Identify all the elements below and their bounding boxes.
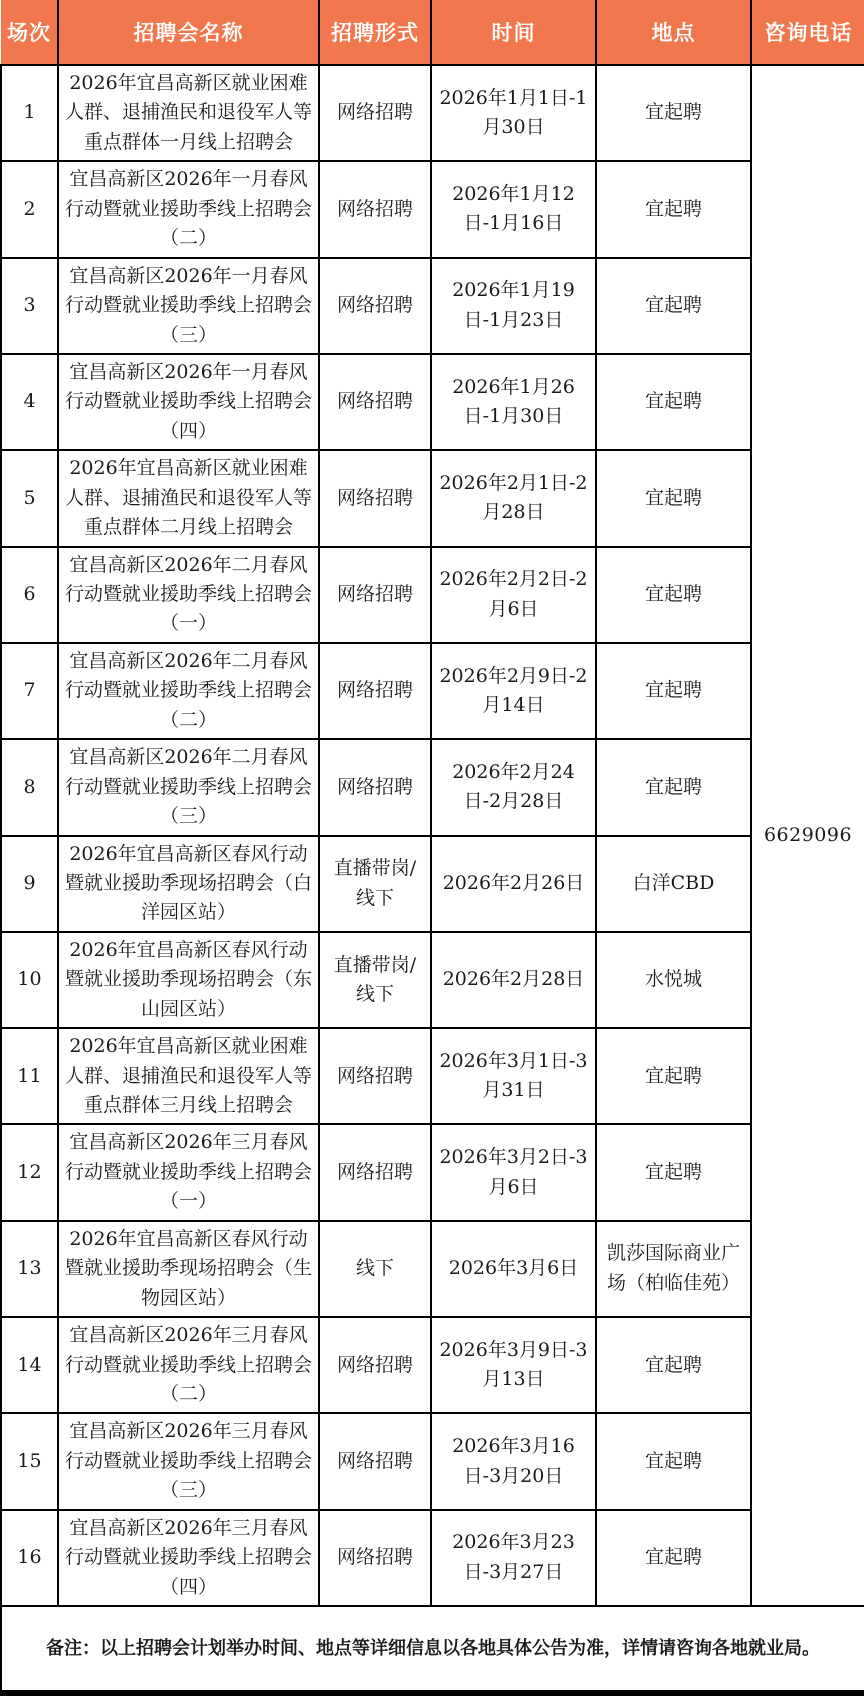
table-row bbox=[1, 739, 864, 835]
session-cell: 6 bbox=[1, 547, 58, 643]
format-cell: 线下 bbox=[319, 1221, 431, 1317]
col-header-format: 招聘形式 bbox=[319, 0, 431, 65]
note-row bbox=[1, 1606, 864, 1693]
table-row bbox=[1, 1413, 864, 1509]
session-cell: 13 bbox=[1, 1221, 58, 1317]
time-cell: 2026年3月6日 bbox=[431, 1221, 596, 1317]
location-cell: 宜起聘 bbox=[596, 643, 751, 739]
location-cell: 宜起聘 bbox=[596, 739, 751, 835]
table-row bbox=[1, 65, 864, 161]
time-cell: 2026年3月16日-3月20日 bbox=[431, 1413, 596, 1509]
table-row bbox=[1, 258, 864, 354]
location-cell: 宜起聘 bbox=[596, 161, 751, 257]
table-row bbox=[1, 547, 864, 643]
fair-name-cell: 宜昌高新区2026年三月春风行动暨就业援助季线上招聘会（二） bbox=[58, 1317, 319, 1413]
time-cell: 2026年2月2日-2月6日 bbox=[431, 547, 596, 643]
format-cell: 网络招聘 bbox=[319, 1317, 431, 1413]
location-cell: 宜起聘 bbox=[596, 1028, 751, 1124]
time-cell: 2026年3月23日-3月27日 bbox=[431, 1510, 596, 1606]
time-cell: 2026年1月26日-1月30日 bbox=[431, 354, 596, 450]
format-cell: 网络招聘 bbox=[319, 547, 431, 643]
location-cell: 宜起聘 bbox=[596, 258, 751, 354]
time-cell: 2026年2月26日 bbox=[431, 836, 596, 932]
location-cell: 宜起聘 bbox=[596, 354, 751, 450]
table-row bbox=[1, 354, 864, 450]
format-cell: 直播带岗/线下 bbox=[319, 836, 431, 932]
session-cell: 7 bbox=[1, 643, 58, 739]
table-row bbox=[1, 643, 864, 739]
location-cell: 白洋CBD bbox=[596, 836, 751, 932]
location-cell: 水悦城 bbox=[596, 932, 751, 1028]
fair-name-cell: 2026年宜昌高新区春风行动暨就业援助季现场招聘会（生物园区站） bbox=[58, 1221, 319, 1317]
table-row bbox=[1, 932, 864, 1028]
format-cell: 网络招聘 bbox=[319, 450, 431, 546]
time-cell: 2026年3月2日-3月6日 bbox=[431, 1124, 596, 1220]
session-cell: 14 bbox=[1, 1317, 58, 1413]
format-cell: 网络招聘 bbox=[319, 65, 431, 161]
time-cell: 2026年1月12日-1月16日 bbox=[431, 161, 596, 257]
time-cell: 2026年2月24日-2月28日 bbox=[431, 739, 596, 835]
fair-name-cell: 2026年宜昌高新区就业困难人群、退捕渔民和退役军人等重点群体二月线上招聘会 bbox=[58, 450, 319, 546]
fair-name-cell: 2026年宜昌高新区春风行动暨就业援助季现场招聘会（东山园区站） bbox=[58, 932, 319, 1028]
format-cell: 网络招聘 bbox=[319, 354, 431, 450]
location-cell: 凯莎国际商业广场（柏临佳苑） bbox=[596, 1221, 751, 1317]
table-row bbox=[1, 450, 864, 546]
table-row bbox=[1, 1221, 864, 1317]
location-cell: 宜起聘 bbox=[596, 450, 751, 546]
format-cell: 网络招聘 bbox=[319, 1413, 431, 1509]
session-cell: 8 bbox=[1, 739, 58, 835]
session-cell: 12 bbox=[1, 1124, 58, 1220]
session-cell: 2 bbox=[1, 161, 58, 257]
time-cell: 2026年1月1日-1月30日 bbox=[431, 65, 596, 161]
phone-cell: 6629096 bbox=[751, 65, 864, 1606]
session-cell: 5 bbox=[1, 450, 58, 546]
time-cell: 2026年1月19日-1月23日 bbox=[431, 258, 596, 354]
fair-name-cell: 2026年宜昌高新区春风行动暨就业援助季现场招聘会（白洋园区站） bbox=[58, 836, 319, 932]
col-header-session: 场次 bbox=[1, 0, 58, 65]
col-header-time: 时间 bbox=[431, 0, 596, 65]
header-row bbox=[1, 0, 864, 65]
table-body bbox=[1, 65, 864, 1693]
fair-name-cell: 宜昌高新区2026年二月春风行动暨就业援助季线上招聘会（二） bbox=[58, 643, 319, 739]
session-cell: 15 bbox=[1, 1413, 58, 1509]
session-cell: 9 bbox=[1, 836, 58, 932]
format-cell: 网络招聘 bbox=[319, 1124, 431, 1220]
time-cell: 2026年2月28日 bbox=[431, 932, 596, 1028]
fair-name-cell: 2026年宜昌高新区就业困难人群、退捕渔民和退役军人等重点群体一月线上招聘会 bbox=[58, 65, 319, 161]
format-cell: 网络招聘 bbox=[319, 258, 431, 354]
time-cell: 2026年3月9日-3月13日 bbox=[431, 1317, 596, 1413]
col-header-phone: 咨询电话 bbox=[751, 0, 864, 65]
table-row bbox=[1, 1510, 864, 1606]
session-cell: 11 bbox=[1, 1028, 58, 1124]
location-cell: 宜起聘 bbox=[596, 65, 751, 161]
fair-name-cell: 宜昌高新区2026年三月春风行动暨就业援助季线上招聘会（一） bbox=[58, 1124, 319, 1220]
col-header-location: 地点 bbox=[596, 0, 751, 65]
fair-name-cell: 宜昌高新区2026年一月春风行动暨就业援助季线上招聘会（二） bbox=[58, 161, 319, 257]
location-cell: 宜起聘 bbox=[596, 1510, 751, 1606]
fair-name-cell: 宜昌高新区2026年二月春风行动暨就业援助季线上招聘会（三） bbox=[58, 739, 319, 835]
format-cell: 网络招聘 bbox=[319, 1028, 431, 1124]
fair-name-cell: 2026年宜昌高新区就业困难人群、退捕渔民和退役军人等重点群体三月线上招聘会 bbox=[58, 1028, 319, 1124]
location-cell: 宜起聘 bbox=[596, 547, 751, 643]
fair-name-cell: 宜昌高新区2026年三月春风行动暨就业援助季线上招聘会（三） bbox=[58, 1413, 319, 1509]
location-cell: 宜起聘 bbox=[596, 1317, 751, 1413]
table-row bbox=[1, 1028, 864, 1124]
fair-name-cell: 宜昌高新区2026年一月春风行动暨就业援助季线上招聘会（四） bbox=[58, 354, 319, 450]
location-cell: 宜起聘 bbox=[596, 1124, 751, 1220]
format-cell: 直播带岗/线下 bbox=[319, 932, 431, 1028]
format-cell: 网络招聘 bbox=[319, 1510, 431, 1606]
table-row bbox=[1, 836, 864, 932]
fair-name-cell: 宜昌高新区2026年三月春风行动暨就业援助季线上招聘会（四） bbox=[58, 1510, 319, 1606]
format-cell: 网络招聘 bbox=[319, 643, 431, 739]
footer-note: 备注：以上招聘会计划举办时间、地点等详细信息以各地具体公告为准，详情请咨询各地就业局。 bbox=[1, 1606, 864, 1693]
time-cell: 2026年3月1日-3月31日 bbox=[431, 1028, 596, 1124]
time-cell: 2026年2月1日-2月28日 bbox=[431, 450, 596, 546]
table-row bbox=[1, 161, 864, 257]
session-cell: 16 bbox=[1, 1510, 58, 1606]
location-cell: 宜起聘 bbox=[596, 1413, 751, 1509]
table-row bbox=[1, 1124, 864, 1220]
session-cell: 10 bbox=[1, 932, 58, 1028]
table-row bbox=[1, 1317, 864, 1413]
session-cell: 4 bbox=[1, 354, 58, 450]
col-header-fair-name: 招聘会名称 bbox=[58, 0, 319, 65]
session-cell: 3 bbox=[1, 258, 58, 354]
format-cell: 网络招聘 bbox=[319, 739, 431, 835]
time-cell: 2026年2月9日-2月14日 bbox=[431, 643, 596, 739]
fair-name-cell: 宜昌高新区2026年一月春风行动暨就业援助季线上招聘会（三） bbox=[58, 258, 319, 354]
table-header bbox=[1, 0, 864, 65]
session-cell: 1 bbox=[1, 65, 58, 161]
fair-name-cell: 宜昌高新区2026年二月春风行动暨就业援助季线上招聘会（一） bbox=[58, 547, 319, 643]
format-cell: 网络招聘 bbox=[319, 161, 431, 257]
